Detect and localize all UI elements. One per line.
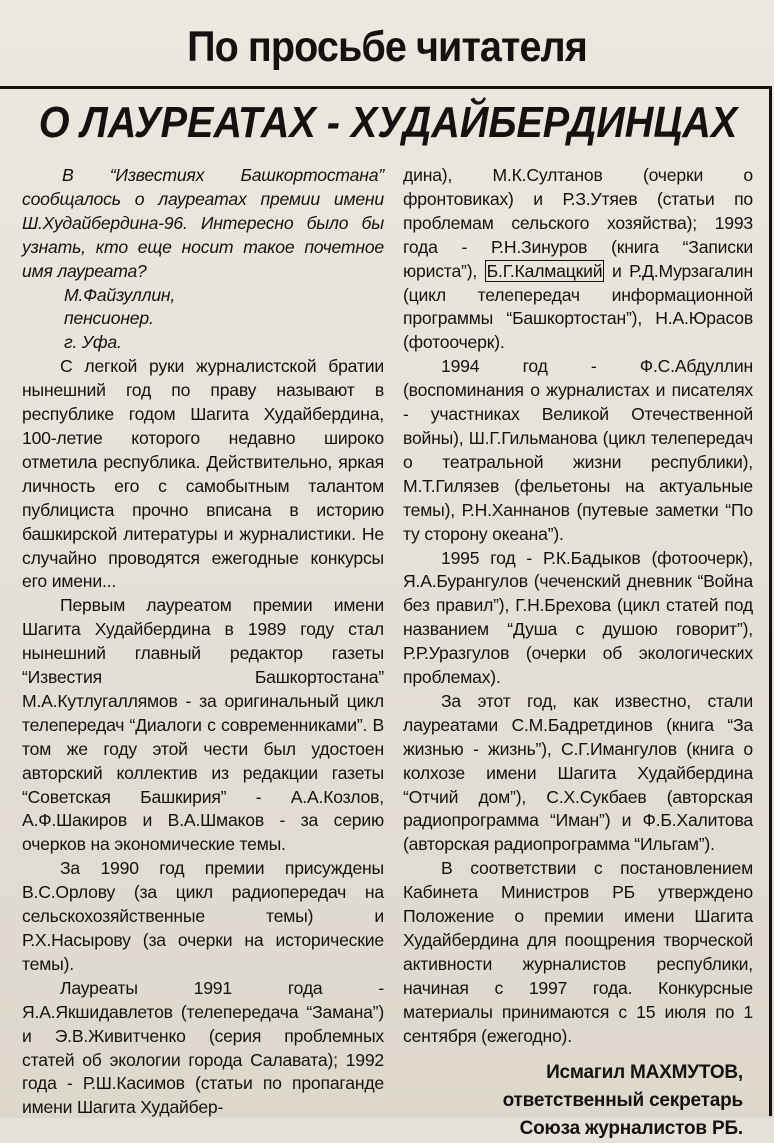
letter-author-city: г. Уфа. — [64, 332, 122, 353]
paragraph-1992-1993 — [403, 164, 753, 355]
letter-author-role: пенсионер. — [64, 308, 154, 329]
signature-name: Исмагил МАХМУТОВ, — [546, 1061, 743, 1083]
paragraph-1992-1993-text-b: и Р.Д.Мурзагалин (цикл телепередач информационной программы “Башкортостан”), Н.А.Юрасов (фотоочерк). — [403, 260, 753, 353]
paragraph-1995: 1995 год - Р.К.Бадыков (фотоочерк), Я.А.Бурангулов (чеченский дневник “Война без правил”), Г.Н.Брехова (цикл статей под названием “Душа с душою говорит”), Р.Р.Уразгулов (очерки об экологических проблемах). — [403, 547, 753, 688]
paragraph-regulation: В соответствии с постановлением Кабинета Министров РБ утверждено Положение о премии имени Шагита Худайбердина для поощрения творческой активности журналистов республики, начиная с 1997 года. Конкурсные материалы принимаются с 15 июля по 1 сентября (ежегодно). — [403, 858, 753, 1046]
article-headline: О ЛАУРЕАТАХ - ХУДАЙБЕРДИНЦАХ — [38, 98, 738, 147]
letter-author: М.Файзуллин, — [64, 284, 176, 305]
paragraph-1989: Первым лауреатом премии имени Шагита Худайбердина в 1989 году стал нынешний главный редактор газеты “Известия Башкортостана” М.А.Кутлугаллямов - за оригинальный цикл телепередач “Диалоги с современниками”. В том же году этой чести был удостоен авторский коллектив из редакции газеты “Советская Башкирия” - А.А.Козлов, А.Ф.Шакиров и В.А.Шмаков - за серию очерков на экономические темы. — [22, 595, 384, 855]
paragraph-1990: За 1990 год премии присуждены В.С.Орлову (за цикл радиопередач на сельскохозяйственные темы) и Р.Х.Насырову (за очерки на исторические темы). — [22, 858, 384, 974]
column-right — [403, 164, 753, 1143]
signature-position: ответственный секретарь — [502, 1089, 743, 1111]
reader-letter — [22, 164, 384, 355]
highlighted-name: Б.Г.Калмацкий — [486, 260, 603, 281]
column-left — [22, 164, 384, 1120]
paragraph-1992-1993-text-a: дина), М.К.Султанов (очерки о фронтовиках) и Р.З.Утяев (статьи по проблемам сельского хозяйства); 1993 года - Р.Н.Зинуров (книга “Записки юриста”), — [403, 165, 753, 281]
article-signature — [403, 1059, 743, 1143]
paragraph-intro: С легкой руки журналистской братии нынешний год по праву называют в республике годом Шагита Худайбердина, 100-летие которого недавно широко отметила республика. Действительно, яркая личность его с самобытным талантом публициста прочно вписана в историю башкирской литературы и журналистики. Не случайно проводятся ежегодные конкурсы его имени... — [22, 356, 384, 592]
reader-letter-text: В “Известиях Башкортостана” сообщалось о лауреатах премии имени Ш.Худайбердина-96. Интересно было бы узнать, кто еще носит такое почетное имя лауреата? — [22, 165, 384, 281]
paragraph-1991-1992: Лауреаты 1991 года - Я.А.Якшидавлетов (телепередача “Замана”) и Э.В.Живитченко (серия проблемных статей об экологии города Салавата); 1992 года - Р.Ш.Касимов (статьи по пропаганде имени Шагита Худайбер- — [22, 977, 384, 1118]
paragraph-1996: За этот год, как известно, стали лауреатами С.М.Бадретдинов (книга “За жизнью - жизнь”), С.Г.Имангулов (книга о колхозе имени Шагита Худайбердина “Отчий дом”), С.Х.Сукбаев (авторская радиопрограмма “Иман”) и Ф.Б.Халитова (авторская радиопрограмма “Ильгам”). — [403, 690, 753, 855]
signature-organization: Союза журналистов РБ. — [519, 1117, 743, 1139]
rubric-title: По просьбе читателя — [187, 23, 587, 71]
paragraph-1994: 1994 год - Ф.С.Абдуллин (воспоминания о журналистах и писателях - участниках Великой Отечественной войны), Ш.Г.Гильманова (цикл телепередач о театральной жизни республики), М.Т.Гилязев (фельетоны на актуальные темы), Р.Н.Ханнанов (путевые заметки “По ту сторону океана”). — [403, 356, 753, 544]
